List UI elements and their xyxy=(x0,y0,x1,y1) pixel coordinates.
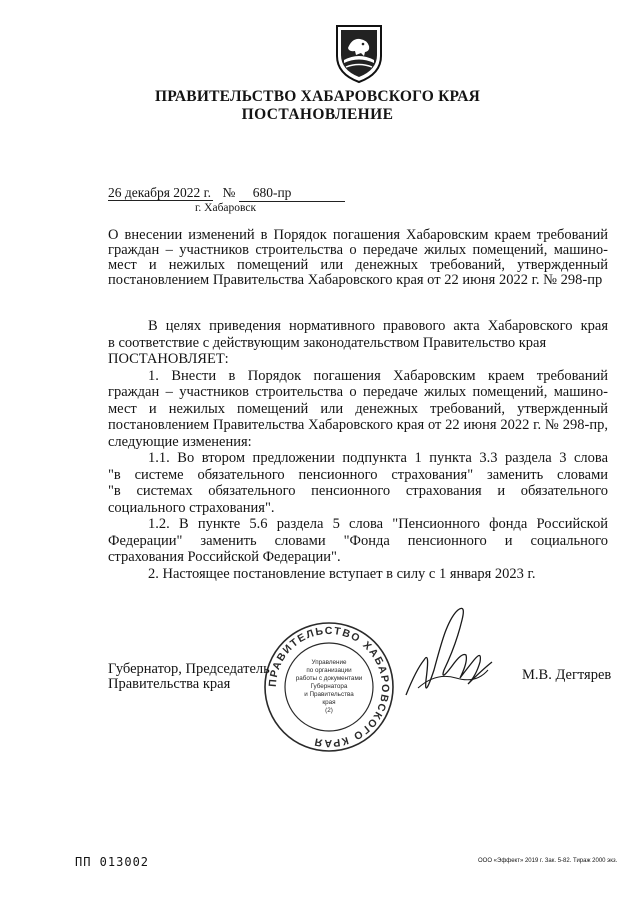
signer-title-line: Губернатор, Председатель xyxy=(108,661,270,677)
stamp-center-line: по организации xyxy=(306,667,352,674)
document-date: 26 декабря 2022 г. xyxy=(108,185,212,200)
intro-line: в соответствие с действующим законодательством Правительство края xyxy=(108,334,547,351)
printer-imprint: ООО «Эффект» 2019 г. Зак. 5-82. Тираж 2000 экз. xyxy=(478,858,618,864)
resolves-label: ПОСТАНОВЛЯЕТ: xyxy=(108,351,229,367)
item-1-1-line: 1.1. Во втором предложении подпункта 1 пункта 3.3 раздела 3 слова xyxy=(148,450,608,466)
item-2: 2. Настоящее постановление вступает в силу с 1 января 2023 г. xyxy=(148,565,536,582)
document-city: г. Хабаровск xyxy=(195,202,257,214)
item-1-2-line: Федерации" заменить словами "Фонда пенсионного и социального xyxy=(108,532,608,549)
item-1-line: мест и нежилых помещений или денежных требований, утвержденный xyxy=(108,400,608,417)
subject-line: мест и нежилых помещений или денежных требований, утвержденный xyxy=(108,257,608,273)
stamp-center-line: края xyxy=(322,699,336,706)
item-1-1-line: "в системах обязательного пенсионного страхования и обязательного xyxy=(108,483,608,499)
item-1-1-line: социального страхования". xyxy=(108,499,275,516)
number-sign: № xyxy=(222,185,236,200)
item-1-1-line: "в системе обязательного пенсионного страхования" заменить словами xyxy=(108,466,608,483)
document-date-number xyxy=(108,185,345,202)
signer-title xyxy=(108,662,270,692)
form-code: ПП 013002 xyxy=(75,855,150,869)
stamp-ring-text: ПРАВИТЕЛЬСТВО ХАБАРОВСКОГО КРАЯ xyxy=(266,624,392,750)
handwritten-signature xyxy=(396,600,496,710)
item-1-line: следующие изменения: xyxy=(108,433,252,450)
subject-line: граждан – участников строительства о передаче жилых помещений, машино- xyxy=(108,242,608,258)
item-1-2-line: 1.2. В пункте 5.6 раздела 5 слова "Пенсионного фонда Российской xyxy=(148,516,608,532)
subject-line: постановлением Правительства Хабаровского края от 22 июня 2022 г. № 298-пр xyxy=(108,272,603,288)
official-stamp xyxy=(262,620,396,754)
subject-line: О внесении изменений в Порядок погашения Хабаровским краем требований xyxy=(108,227,608,243)
item-1-line: граждан – участников строительства о передаче жилых помещений, машино- xyxy=(108,384,608,400)
stamp-center-line: Губернатора xyxy=(310,683,348,690)
document-type: ПОСТАНОВЛЕНИЕ xyxy=(241,106,394,123)
item-1-line: постановлением Правительства Хабаровского края от 22 июня 2022 г. № 298-пр, xyxy=(108,417,608,433)
intro-line: В целях приведения нормативного правового акта Хабаровского края xyxy=(148,318,608,334)
stamp-center-line: Управление xyxy=(311,659,347,666)
stamp-center-line: работы с документами xyxy=(295,675,363,682)
stamp-center-line: и Правительства xyxy=(304,691,354,698)
stamp-center-line: (2) xyxy=(325,707,333,714)
item-1-line: 1. Внести в Порядок погашения Хабаровским краем требований xyxy=(148,367,608,384)
signer-name: М.В. Дегтярев xyxy=(522,667,612,683)
document-subject xyxy=(108,228,608,288)
document-number: 680-пр xyxy=(239,185,345,202)
government-title: ПРАВИТЕЛЬСТВО ХАБАРОВСКОГО КРАЯ xyxy=(154,88,481,105)
item-1-2-line: страхования Российской Федерации". xyxy=(108,549,341,565)
signer-title-line: Правительства края xyxy=(108,676,231,692)
coat-of-arms-icon xyxy=(334,22,384,84)
document-body xyxy=(108,318,608,582)
